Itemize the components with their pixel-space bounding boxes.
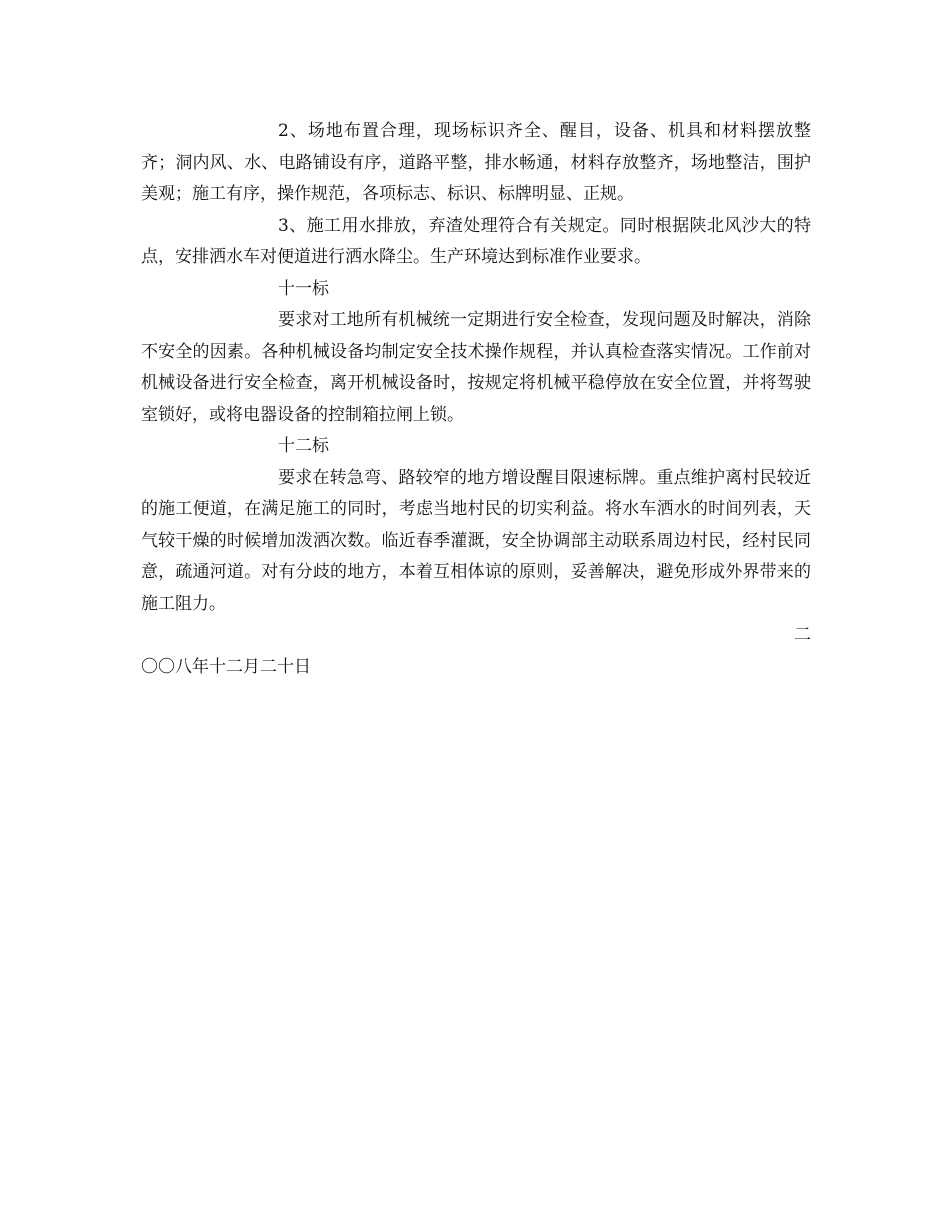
document-body	[141, 116, 811, 683]
paragraph-road-maintenance: 要求在转急弯、路较窄的地方增设醒目限速标牌。重点维护离村民较近的施工便道，在满足施工的同时，考虑当地村民的切实利益。将水车洒水的时间列表，天气较干燥的时候增加泼洒次数。临近春季灌溉，安全协调部主动联系周边村民，经村民同意，疏通河道。对有分歧的地方，本着互相体谅的原则，妥善解决，避免形成外界带来的施工阻力。	[141, 467, 811, 614]
date-line-start: 二	[794, 625, 811, 645]
section-heading-twelfth: 十二标	[278, 436, 329, 456]
section-heading-eleventh: 十一标	[278, 278, 329, 299]
paragraph-water-discharge: 3、施工用水排放，弃渣处理符合有关规定。同时根据陕北风沙大的特点，安排洒水车对便道进行洒水降尘。生产环境达到标准作业要求。	[141, 215, 811, 267]
date-line-end: 〇〇八年十二月二十日	[141, 656, 311, 677]
paragraph-site-layout: 2、场地布置合理，现场标识齐全、醒目，设备、机具和材料摆放整齐；洞内风、水、电路铺设有序，道路平整，排水畅通，材料存放整齐，场地整洁，围护美观；施工有序，操作规范，各项标志、标识、标牌明显、正规。	[141, 121, 811, 204]
paragraph-machinery-safety: 要求对工地所有机械统一定期进行安全检查，发现问题及时解决，消除不安全的因素。各种机械设备均制定安全技术操作规程，并认真检查落实情况。工作前对机械设备进行安全检查，离开机械设备时，按规定将机械平稳停放在安全位置，并将驾驶室锁好，或将电器设备的控制箱拉闸上锁。	[141, 310, 811, 425]
